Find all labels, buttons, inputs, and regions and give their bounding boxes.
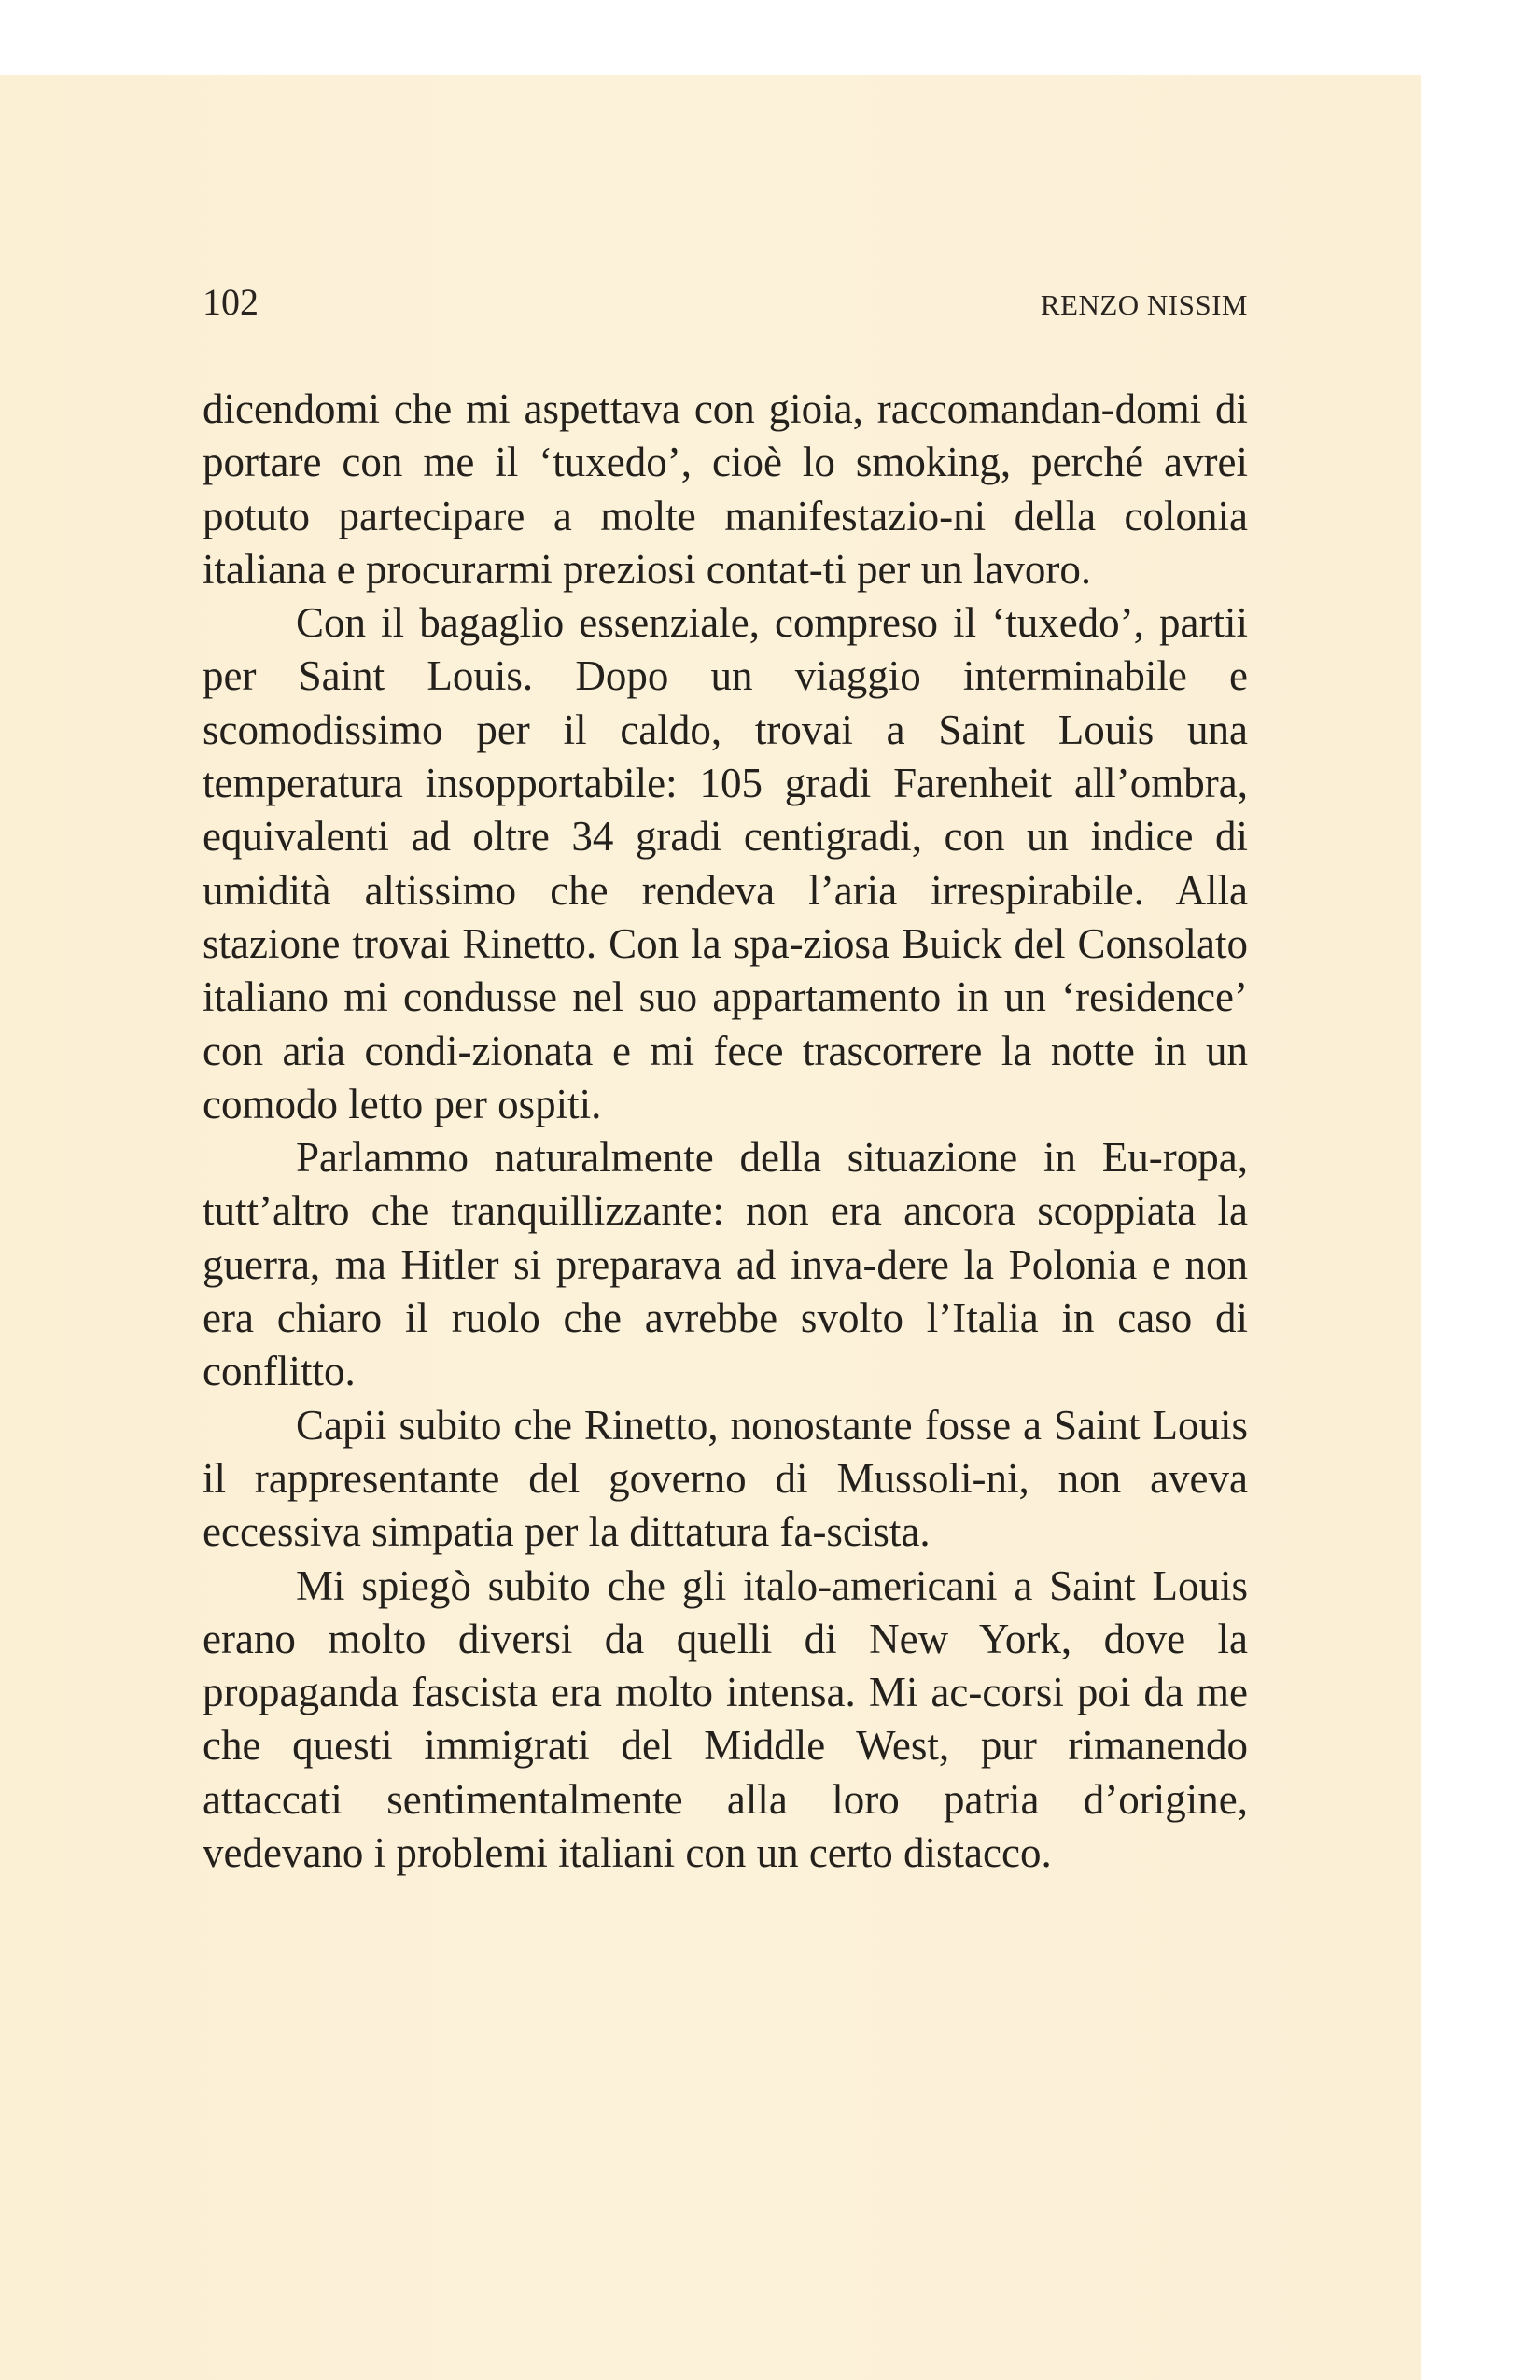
paragraph: Parlammo naturalmente della situazione in Eu-ropa, tutt’altro che tranquillizzante: non era ancora scoppiata la guerra, ma Hitler si preparava ad inva-dere la Polonia e non era chiaro il ruolo che avrebbe svolto l’Italia in caso di conflitto. (203, 1134, 1248, 1395)
paragraph: Mi spiegò subito che gli italo-americani a Saint Louis erano molto diversi da quelli di New York, dove la propaganda fascista era molto intensa. Mi ac-corsi poi da me che questi immigrati del Middle West, pur rimanendo attaccati sentimentalmente alla loro patria d’origine, vedevano i problemi italiani con un certo distacco. (203, 1561, 1248, 1877)
running-head: RENZO NISSIM (1040, 288, 1248, 321)
paragraph: Capii subito che Rinetto, nonostante fosse a Saint Louis il rappresentante del governo di Mussoli-ni, non aveva eccessiva simpatia per la dittatura fa-scista. (203, 1401, 1248, 1556)
paragraph: dicendomi che mi aspettava con gioia, raccomandan-domi di portare con me il ‘tuxedo’, cioè lo smoking, perché avrei potuto partecipare a molte manifestazio-ni della colonia italiana e procurarmi preziosi contat-ti per un lavoro. (203, 385, 1248, 593)
page-header (203, 276, 1248, 332)
paragraph: Con il bagaglio essenziale, compreso il ‘tuxedo’, partii per Saint Louis. Dopo un viaggio interminabile e scomodissimo per il caldo, trovai a Saint Louis una temperatura insopportabile: 105 gradi Farenheit all’ombra, equivalenti ad oltre 34 gradi centigradi, con un indice di umidità altissimo che rendeva l’aria irrespirabile. Alla stazione trovai Rinetto. Con la spa-ziosa Buick del Consolato italiano mi condusse nel suo appartamento in un ‘residence’ con aria condi-zionata e mi fece trascorrere la notte in un comodo letto per ospiti. (203, 599, 1248, 1127)
page-number: 102 (203, 281, 259, 323)
body-text (203, 383, 1248, 1880)
